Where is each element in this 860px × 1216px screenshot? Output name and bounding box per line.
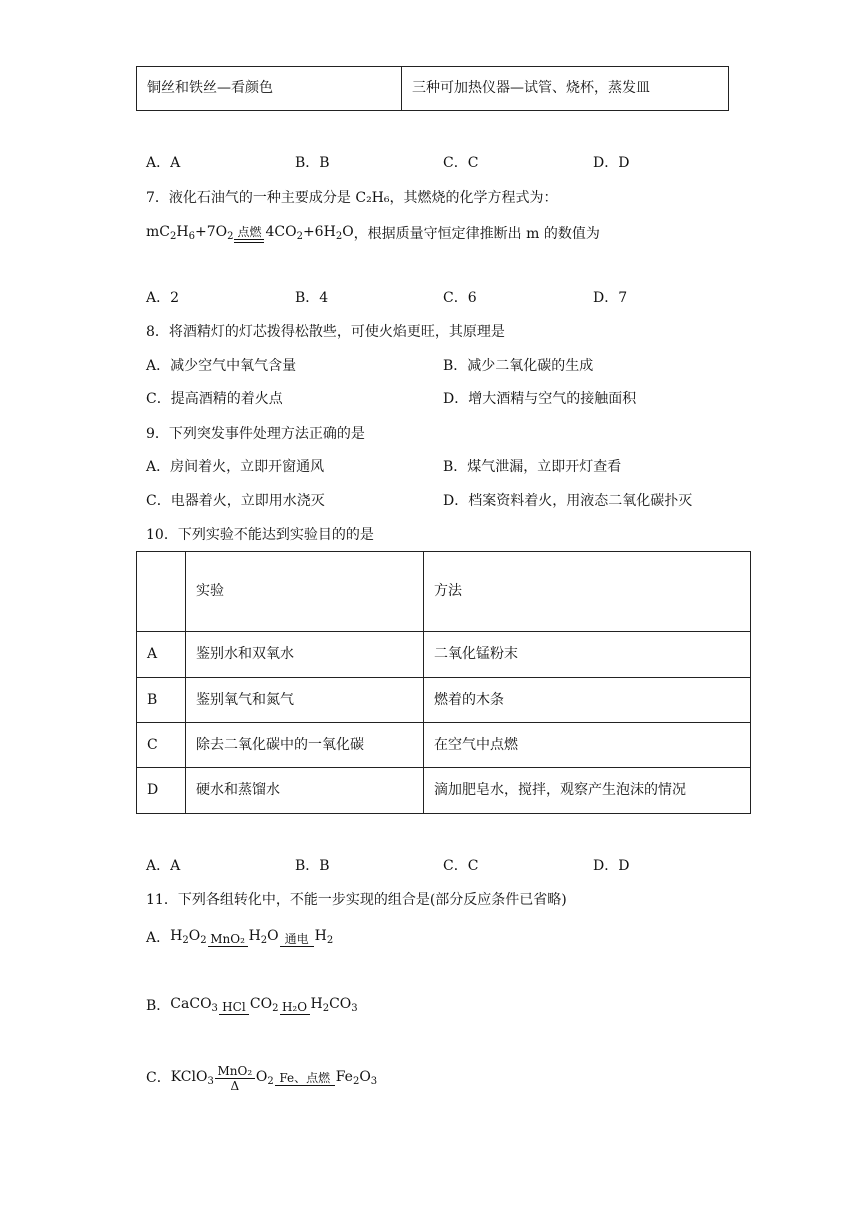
q10-row-a-label: A <box>137 632 186 678</box>
q11-b-arrow-2 <box>280 1000 310 1015</box>
q7-option-a: A．2 <box>146 290 180 306</box>
q6-option-a: A．A <box>146 155 181 171</box>
q11-b-cond1: HCl <box>222 1000 246 1014</box>
q6-option-b: B．B <box>295 155 330 171</box>
q11-b-cond2: H₂O <box>281 1000 308 1014</box>
q11-c-cond1: MnO₂ <box>217 1064 253 1078</box>
q7-option-d: D．7 <box>593 290 628 306</box>
q7-option-b: B．4 <box>295 290 329 306</box>
q10-row-b-experiment: 鉴别氧气和氮气 <box>186 678 424 723</box>
q10-row-d-experiment: 硬水和蒸馏水 <box>186 768 424 814</box>
q6-option-c: C．C <box>443 155 479 171</box>
q6-table-right: 三种可加热仪器—试管、烧杯，蒸发皿 <box>402 67 729 111</box>
q10-option-b: B．B <box>295 858 330 874</box>
q11-c-cond1-bottom: Δ <box>230 1079 240 1093</box>
q9-option-d: D．档案资料着火，用液态二氧化碳扑灭 <box>443 493 693 509</box>
q9-stem: 9．下列突发事件处理方法正确的是 <box>146 426 365 442</box>
q7-eq-condition: 点燃 <box>237 225 262 239</box>
q10-header-row <box>137 552 751 632</box>
q9-option-a: A．房间着火，立即开窗通风 <box>146 459 325 475</box>
q8-option-b: B．减少二氧化碳的生成 <box>443 358 594 374</box>
q10-row-c-label: C <box>137 723 186 768</box>
q10-option-c: C．C <box>443 858 479 874</box>
table-row <box>137 632 751 678</box>
table-row <box>137 768 751 814</box>
q11-c-arrow-1 <box>215 1064 255 1093</box>
q6-table <box>136 66 729 111</box>
q10-stem: 10．下列实验不能达到实验目的的是 <box>146 527 374 543</box>
q11-a-arrow-1 <box>208 932 248 947</box>
q11-c-arrow-2 <box>275 1071 335 1086</box>
q6-option-d: D．D <box>593 155 630 171</box>
q7-option-c: C．6 <box>443 290 477 306</box>
q7-equation <box>146 224 600 243</box>
q11-c-label: C． <box>146 1070 171 1087</box>
q10-option-a: A．A <box>146 858 181 874</box>
q9-option-b: B．煤气泄漏，立即开灯查看 <box>443 459 622 475</box>
q11-a-cond2: 通电 <box>284 932 309 946</box>
q10-row-d-method: 滴加肥皂水，搅拌，观察产生泡沫的情况 <box>424 768 751 814</box>
table-row <box>137 723 751 768</box>
q11-a-cond1: MnO₂ <box>210 932 245 946</box>
q9-option-c: C．电器着火，立即用水浇灭 <box>146 493 325 509</box>
q11-c-cond2: Fe、点燃 <box>279 1071 331 1085</box>
q11-b-arrow-1 <box>219 1000 249 1015</box>
q7-eq-right: $4CO_2+6H_2O$ <box>265 224 354 242</box>
q11-option-a: A． $H_2O_2$ MnO₂ $H_2O$ 通电 $H_2$ <box>146 928 334 947</box>
q8-stem: 8．将酒精灯的灯芯拨得松散些，可使火焰更旺，其原理是 <box>146 324 505 340</box>
q10-row-c-experiment: 除去二氧化碳中的一氧化碳 <box>186 723 424 768</box>
q8-option-c: C．提高酒精的着火点 <box>146 391 283 407</box>
q10-header-method: 方法 <box>424 552 751 632</box>
q10-row-b-method: 燃着的木条 <box>424 678 751 723</box>
q10-row-a-method: 二氧化锰粉末 <box>424 632 751 678</box>
q7-eq-left: $mC_2H_6+7O_2$ <box>146 224 234 242</box>
table-row <box>137 678 751 723</box>
q10-row-a-experiment: 鉴别水和双氧水 <box>186 632 424 678</box>
q11-stem: 11．下列各组转化中，不能一步实现的组合是(部分反应条件已省略) <box>146 892 567 908</box>
q11-option-c: C． KClO$_3$ MnO₂ Δ $O_2$ Fe、点燃 $Fe_2O_3$ <box>146 1064 378 1093</box>
q8-option-d: D．增大酒精与空气的接触面积 <box>443 391 637 407</box>
q10-header-experiment: 实验 <box>186 552 424 632</box>
q10-row-d-label: D <box>137 768 186 814</box>
q8-option-a: A．减少空气中氧气含量 <box>146 358 297 374</box>
q11-b-label: B． <box>146 998 171 1015</box>
q10-table <box>136 551 751 814</box>
q11-a-label: A． <box>146 930 171 947</box>
q10-header-blank <box>137 552 186 632</box>
q11-a-arrow-2 <box>280 932 314 947</box>
q11-option-b: B． CaCO$_3$ HCl $CO_2$ H₂O $H_2CO_3$ <box>146 996 358 1015</box>
q10-option-d: D．D <box>593 858 630 874</box>
q7-eq-arrow <box>234 225 264 243</box>
q7-eq-after: ，根据质量守恒定律推断出 m 的数值为 <box>353 226 600 243</box>
q10-row-c-method: 在空气中点燃 <box>424 723 751 768</box>
q10-row-b-label: B <box>137 678 186 723</box>
q7-stem: 7．液化石油气的一种主要成分是 C₂H₆，其燃烧的化学方程式为： <box>146 190 558 206</box>
q6-table-left: 铜丝和铁丝—看颜色 <box>137 67 402 111</box>
